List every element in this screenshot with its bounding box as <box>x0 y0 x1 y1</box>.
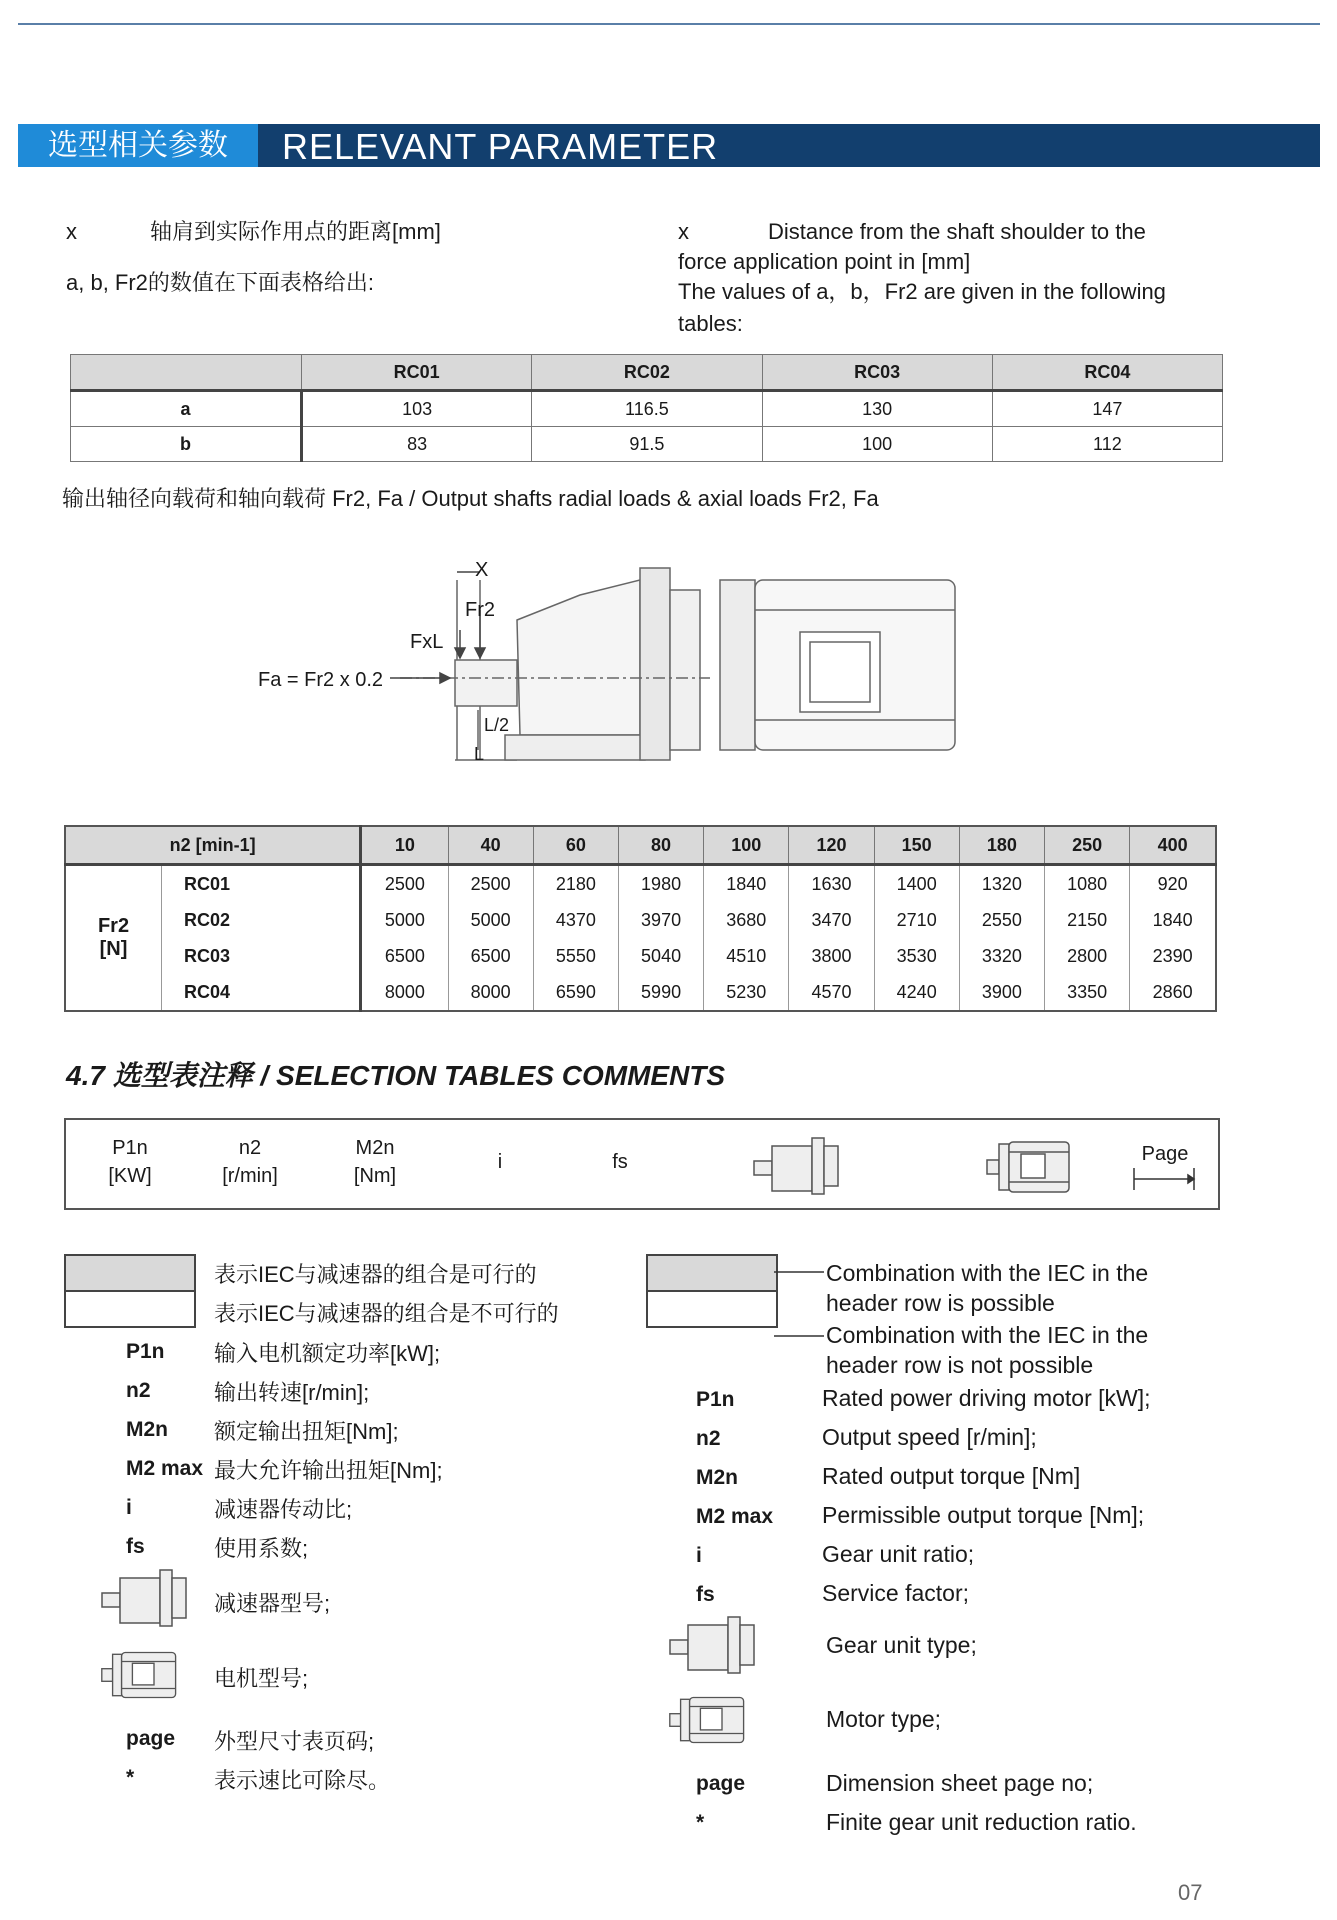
ab-table <box>70 354 1223 462</box>
p1n-unit: [KW] <box>108 1165 152 1187</box>
table-cell: 3900 <box>959 974 1044 1011</box>
note-en-symbol: P1n <box>696 1388 735 1411</box>
x-desc-en-1: Distance from the shaft shoulder to the <box>768 219 1146 244</box>
note-cn: 表示IEC与减速器的组合是不可行的 <box>214 1301 559 1326</box>
note-en-symbol: n2 <box>696 1427 721 1450</box>
row-label: b <box>71 427 302 462</box>
dim-x-label: X <box>475 559 489 581</box>
note-en: Dimension sheet page no; <box>826 1770 1094 1796</box>
speed-header: 10 <box>361 826 448 865</box>
n2-header: n2 [min-1] <box>65 826 361 865</box>
table-cell: 6590 <box>533 974 618 1011</box>
note-en: Finite gear unit reduction ratio. <box>826 1809 1137 1835</box>
note-cn-symbol: page <box>126 1727 176 1750</box>
table-cell: 2390 <box>1130 938 1216 974</box>
table-cell: 83 <box>302 427 532 462</box>
ab-desc-en-2: tables: <box>678 311 743 336</box>
note-cn-symbol: P1n <box>126 1340 165 1363</box>
table-cell: 2710 <box>874 902 959 938</box>
note-en: Motor type; <box>826 1706 942 1732</box>
fr2-label: Fr2 <box>465 599 495 621</box>
fs-header: fs <box>612 1151 628 1173</box>
n2-symbol: n2 <box>238 1137 262 1159</box>
table-cell: 100 <box>762 427 992 462</box>
note-cn: 减速器传动比; <box>214 1497 353 1522</box>
table-cell: 3350 <box>1044 974 1129 1011</box>
table-cell: 5000 <box>448 902 533 938</box>
speed-header: 80 <box>618 826 703 865</box>
x-symbol-en: x <box>678 219 689 244</box>
table-cell: 2500 <box>361 865 448 903</box>
banner-title-en: RELEVANT PARAMETER <box>282 126 719 167</box>
table-cell: 2500 <box>448 865 533 903</box>
table-cell: 5550 <box>533 938 618 974</box>
model-cell: RC04 <box>162 974 361 1011</box>
table-cell: 6500 <box>448 938 533 974</box>
table-cell: 5990 <box>618 974 703 1011</box>
table-header-cell: RC03 <box>762 355 992 391</box>
note-cn: 电机型号; <box>214 1666 309 1691</box>
table-header-cell: RC04 <box>992 355 1222 391</box>
table-cell: 3680 <box>704 902 789 938</box>
model-cell: RC01 <box>162 865 361 903</box>
table-cell: 3800 <box>789 938 874 974</box>
speed-header: 60 <box>533 826 618 865</box>
table-cell: 1400 <box>874 865 959 903</box>
m2n-header <box>345 1134 405 1190</box>
table-cell: 116.5 <box>532 391 762 427</box>
model-cell: RC03 <box>162 938 361 974</box>
note-en: header row is not possible <box>826 1352 1094 1378</box>
table-cell: 147 <box>992 391 1222 427</box>
motor-icon <box>668 1690 758 1750</box>
note-en: header row is possible <box>826 1290 1055 1316</box>
note-en: Service factor; <box>822 1580 969 1606</box>
table-cell: 5040 <box>618 938 703 974</box>
note-cn: 表示IEC与减速器的组合是可行的 <box>214 1262 537 1287</box>
note-cn-symbol: M2 max <box>126 1457 204 1480</box>
table-cell: 2800 <box>1044 938 1129 974</box>
table-cell: 103 <box>302 391 532 427</box>
note-cn-symbol: n2 <box>126 1379 151 1402</box>
motor-icon <box>100 1645 190 1705</box>
top-rule <box>18 23 1320 25</box>
ab-desc-cn: a, b, Fr2的数值在下面表格给出: <box>66 270 375 295</box>
gear-unit-icon <box>752 1136 842 1196</box>
note-en-symbol: * <box>696 1811 705 1834</box>
note-en: Rated power driving motor [kW]; <box>822 1385 1151 1411</box>
x-desc-cn: 轴肩到实际作用点的距离[mm] <box>150 219 441 244</box>
page-arrow-icon <box>1130 1166 1200 1192</box>
note-en: Gear unit type; <box>826 1632 977 1658</box>
table-cell: 3970 <box>618 902 703 938</box>
note-cn: 表示速比可除尽。 <box>214 1768 391 1793</box>
fr2-label-text: Fr2 <box>97 915 130 937</box>
note-cn: 额定输出扭矩[Nm]; <box>214 1419 399 1444</box>
table-cell: 130 <box>762 391 992 427</box>
dim-l2-label: L/2 <box>484 715 510 735</box>
note-en-symbol: M2 max <box>696 1505 774 1528</box>
table-header-cell: RC01 <box>302 355 532 391</box>
table-cell: 4240 <box>874 974 959 1011</box>
not-possible-swatch <box>64 1290 196 1328</box>
table-cell: 91.5 <box>532 427 762 462</box>
fr2-label-cell <box>65 865 162 1012</box>
note-cn: 输出转速[r/min]; <box>214 1380 370 1405</box>
speed-header: 100 <box>704 826 789 865</box>
ab-desc-en-1: The values of a，b，Fr2 are given in the following <box>678 279 1166 304</box>
not-possible-swatch <box>646 1290 778 1328</box>
table-row <box>71 391 1223 427</box>
gear-unit-icon <box>100 1568 190 1628</box>
note-cn: 最大允许输出扭矩[Nm]; <box>214 1458 443 1483</box>
speed-header: 250 <box>1044 826 1129 865</box>
table-cell: 5000 <box>361 902 448 938</box>
table-cell: 3320 <box>959 938 1044 974</box>
table-cell: 112 <box>992 427 1222 462</box>
note-cn: 减速器型号; <box>214 1591 331 1616</box>
note-cn: 外型尺寸表页码; <box>214 1729 375 1754</box>
note-en: Permissible output torque [Nm]; <box>822 1502 1145 1528</box>
note-en: Gear unit ratio; <box>822 1541 975 1567</box>
m2n-unit: [Nm] <box>353 1165 397 1187</box>
table-cell: 6500 <box>361 938 448 974</box>
note-cn-symbol: M2n <box>126 1418 168 1441</box>
table-cell: 5230 <box>704 974 789 1011</box>
table-cell: 1840 <box>1130 902 1216 938</box>
table-cell: 3530 <box>874 938 959 974</box>
speed-header: 120 <box>789 826 874 865</box>
table-cell: 1320 <box>959 865 1044 903</box>
table-cell: 4370 <box>533 902 618 938</box>
table-row <box>71 427 1223 462</box>
table-cell: 8000 <box>448 974 533 1011</box>
table-cell: 1630 <box>789 865 874 903</box>
table-cell: 1080 <box>1044 865 1129 903</box>
table-row <box>65 974 1216 1011</box>
note-en: Combination with the IEC in the <box>826 1260 1149 1286</box>
row-label: a <box>71 391 302 427</box>
note-cn-symbol: i <box>126 1496 132 1519</box>
motor-icon <box>985 1138 1085 1196</box>
speed-header: 150 <box>874 826 959 865</box>
table-cell: 8000 <box>361 974 448 1011</box>
note-cn-symbol: fs <box>126 1535 145 1558</box>
speed-header: 180 <box>959 826 1044 865</box>
x-symbol: x <box>66 219 77 244</box>
table-header-cell <box>71 355 302 391</box>
section-title: 4.7 选型表注释 / SELECTION TABLES COMMENTS <box>66 1060 726 1091</box>
n2-header <box>210 1134 290 1190</box>
note-en-symbol: page <box>696 1772 746 1795</box>
loads-title: 输出轴径向载荷和轴向载荷 Fr2, Fa / Output shafts radial loads & axial loads Fr2, Fa <box>62 486 879 511</box>
x-desc-en-2: force application point in [mm] <box>678 249 971 274</box>
table-row <box>65 938 1216 974</box>
banner-title-cn: 选型相关参数 <box>18 124 258 167</box>
radial-load-table <box>64 825 1217 1012</box>
dim-l-label: L <box>474 744 485 764</box>
gear-unit-icon <box>668 1615 758 1675</box>
possible-swatch <box>646 1254 778 1292</box>
note-cn: 输入电机额定功率[kW]; <box>214 1341 441 1366</box>
table-cell: 2550 <box>959 902 1044 938</box>
p1n-header <box>100 1134 160 1190</box>
note-en-symbol: M2n <box>696 1466 738 1489</box>
i-header: i <box>497 1151 503 1173</box>
table-cell: 1980 <box>618 865 703 903</box>
note-en-symbol: fs <box>696 1583 715 1606</box>
speed-header: 400 <box>1130 826 1216 865</box>
p1n-symbol: P1n <box>112 1137 148 1159</box>
speed-header: 40 <box>448 826 533 865</box>
table-row <box>65 865 1216 903</box>
note-en: Rated output torque [Nm] <box>822 1463 1081 1489</box>
table-cell: 2180 <box>533 865 618 903</box>
possible-swatch <box>64 1254 196 1292</box>
table-header-row <box>65 826 1216 865</box>
n2-unit: [r/min] <box>222 1165 278 1187</box>
table-cell: 3470 <box>789 902 874 938</box>
note-cn-symbol: * <box>126 1766 135 1789</box>
fr2-unit-text: [N] <box>99 938 128 960</box>
page-number: 07 <box>1178 1880 1203 1905</box>
m2n-symbol: M2n <box>355 1137 395 1159</box>
table-cell: 920 <box>1130 865 1216 903</box>
table-row <box>65 902 1216 938</box>
table-cell: 1840 <box>704 865 789 903</box>
swatch-leader-lines <box>774 1260 834 1340</box>
table-cell: 4510 <box>704 938 789 974</box>
note-en-symbol: i <box>696 1544 702 1567</box>
fa-formula: Fa = Fr2 x 0.2 <box>258 669 384 691</box>
model-cell: RC02 <box>162 902 361 938</box>
table-cell: 4570 <box>789 974 874 1011</box>
table-cell: 2150 <box>1044 902 1129 938</box>
page-header: Page <box>1141 1143 1189 1165</box>
note-cn: 使用系数; <box>214 1536 309 1561</box>
table-cell: 2860 <box>1130 974 1216 1011</box>
table-header-row <box>71 355 1223 391</box>
note-en: Output speed [r/min]; <box>822 1424 1037 1450</box>
fxl-label: FxL <box>410 631 444 653</box>
note-en: Combination with the IEC in the <box>826 1322 1149 1348</box>
table-header-cell: RC02 <box>532 355 762 391</box>
